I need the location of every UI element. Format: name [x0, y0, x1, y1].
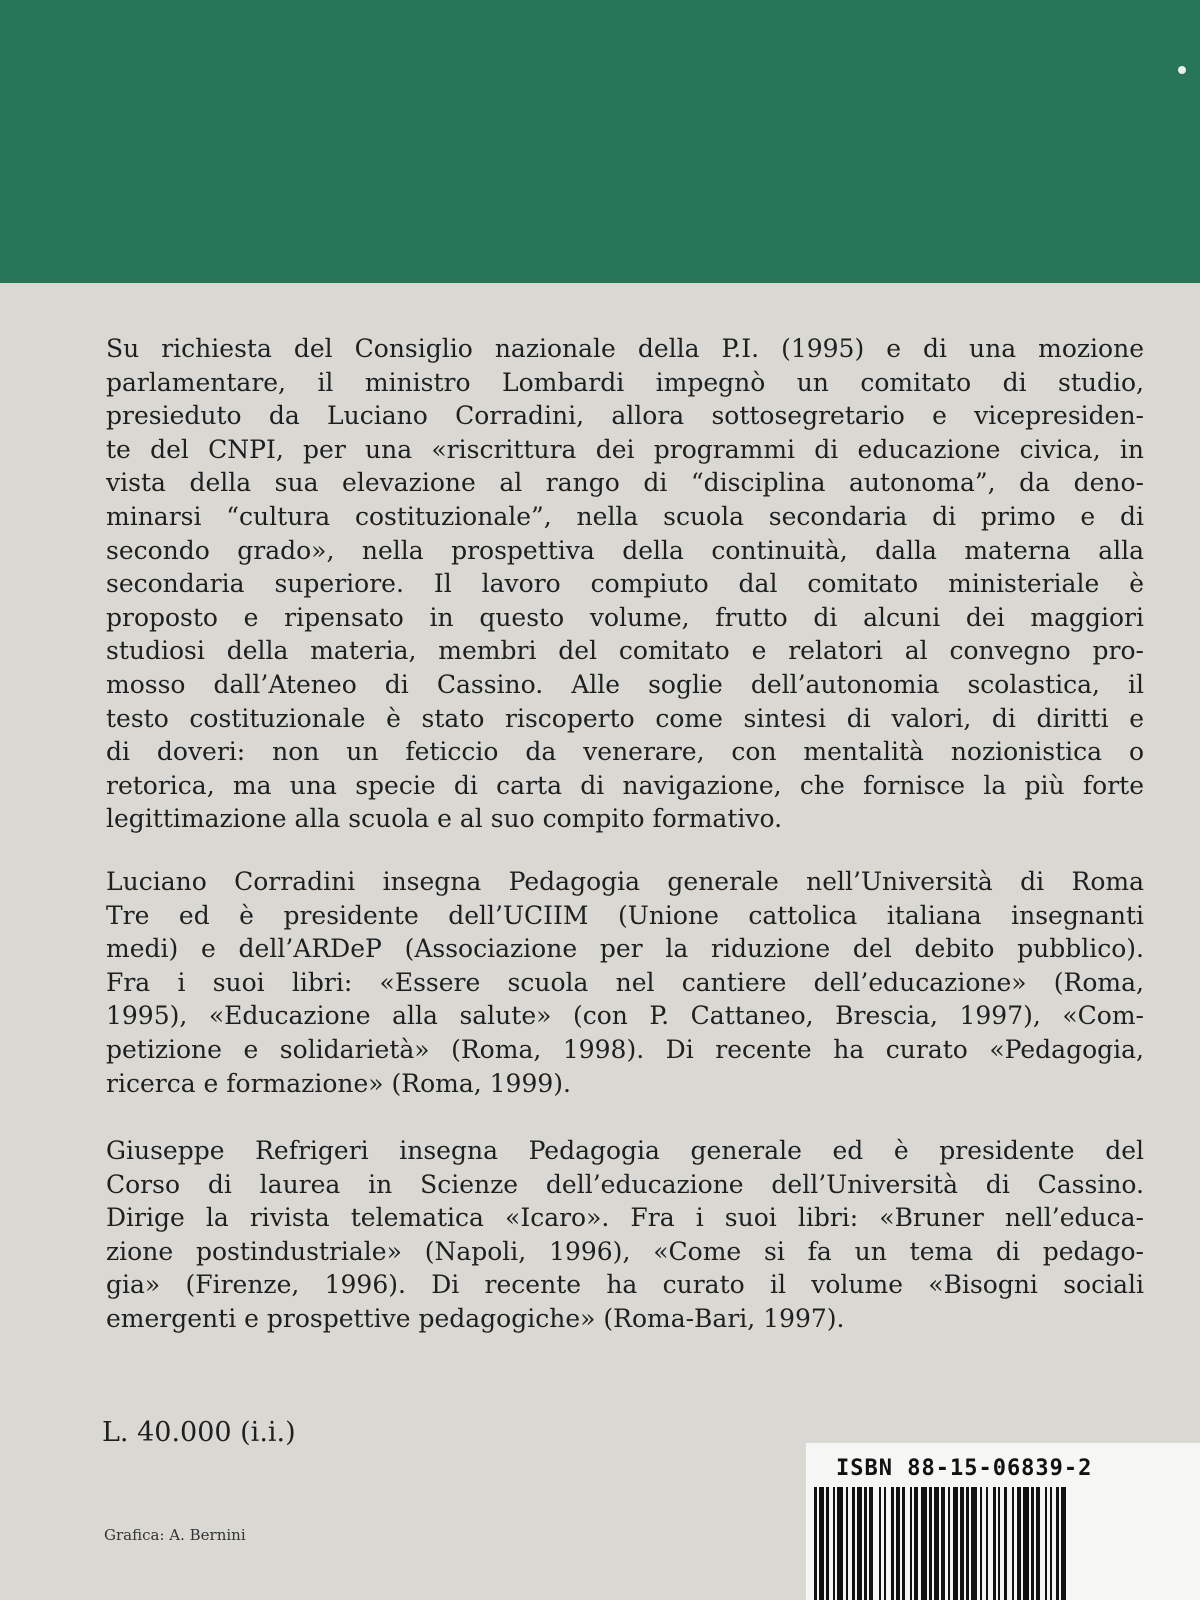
text-line: studiosi della materia, membri del comitato e relatori al convegno pro- [106, 636, 1144, 666]
text-line: Dirige la rivista telematica «Icaro». Fra i suoi libri: «Bruner nell’educa- [106, 1203, 1144, 1233]
text-line: secondo grado», nella prospettiva della continuità, dalla materna alla [106, 535, 1144, 565]
text-line: parlamentare, il ministro Lombardi impegnò un comitato di studio, [106, 367, 1144, 397]
graphic-credit: Grafica: A. Bernini [104, 1526, 246, 1544]
text-line: Su richiesta del Consiglio nazionale della P.I. (1995) e di una mozione [106, 334, 1144, 363]
text-line: Corso di laurea in Scienze dell’educazione dell’Università di Cassino. [106, 1169, 1144, 1199]
isbn-label: ISBN 88-15-06839-2 [836, 1456, 1093, 1481]
text-line: di doveri: non un feticcio da venerare, con mentalità nozionistica o [106, 737, 1144, 767]
text-line: legittimazione alla scuola e al suo compito formativo. [106, 804, 783, 834]
price-label: L. 40.000 (i.i.) [102, 1417, 296, 1448]
text-line: minarsi “cultura costituzionale”, nella scuola secondaria di primo e di [106, 501, 1144, 531]
text-line: 1995), «Educazione alla salute» (con P. Cattaneo, Brescia, 1997), «Com- [106, 1001, 1144, 1031]
barcode-panel [806, 1443, 1200, 1600]
text-line: secondaria superiore. Il lavoro compiuto dal comitato ministeriale è [106, 569, 1144, 599]
barcode-icon [814, 1487, 1200, 1600]
text-line: ricerca e formazione» (Roma, 1999). [106, 1068, 571, 1098]
text-line: proposto e ripensato in questo volume, frutto di alcuni dei maggiori [106, 602, 1144, 632]
text-line: testo costituzionale è stato riscoperto come sintesi di valori, di diritti e [106, 703, 1144, 733]
text-line: Luciano Corradini insegna Pedagogia generale nell’Università di Roma [106, 867, 1144, 896]
text-line: Giuseppe Refrigeri insegna Pedagogia generale ed è presidente del [106, 1136, 1144, 1165]
text-line: gia» (Firenze, 1996). Di recente ha curato il volume «Bisogni sociali [106, 1270, 1144, 1300]
text-line: medi) e dell’ARDeP (Associazione per la riduzione del debito pubblico). [106, 934, 1144, 964]
text-line: Tre ed è presidente dell’UCIIM (Unione cattolica italiana insegnanti [106, 900, 1144, 930]
text-line: mosso dall’Ateneo di Cassino. Alle soglie dell’autonomia scolastica, il [106, 669, 1144, 699]
text-line: Fra i suoi libri: «Essere scuola nel cantiere dell’educazione» (Roma, [106, 967, 1144, 997]
text-line: petizione e solidarietà» (Roma, 1998). Di recente ha curato «Pedagogia, [106, 1034, 1144, 1064]
author-bio-corradini [106, 865, 1144, 1100]
decorative-dot [1178, 66, 1186, 74]
text-line: vista della sua elevazione al rango di “disciplina autonoma”, da deno- [106, 468, 1144, 498]
text-line: zione postindustriale» (Napoli, 1996), «Come si fa un tema di pedago- [106, 1236, 1144, 1266]
synopsis-paragraph [106, 332, 1144, 836]
text-line: presieduto da Luciano Corradini, allora sottosegretario e vicepresiden- [106, 401, 1144, 431]
text-line: retorica, ma una specie di carta di navigazione, che fornisce la più forte [106, 770, 1144, 800]
author-bio-refrigeri [106, 1134, 1144, 1336]
text-line: te del CNPI, per una «riscrittura dei programmi di educazione civica, in [106, 434, 1144, 464]
text-line: emergenti e prospettive pedagogiche» (Roma-Bari, 1997). [106, 1303, 845, 1333]
cover-green-band [0, 0, 1200, 283]
